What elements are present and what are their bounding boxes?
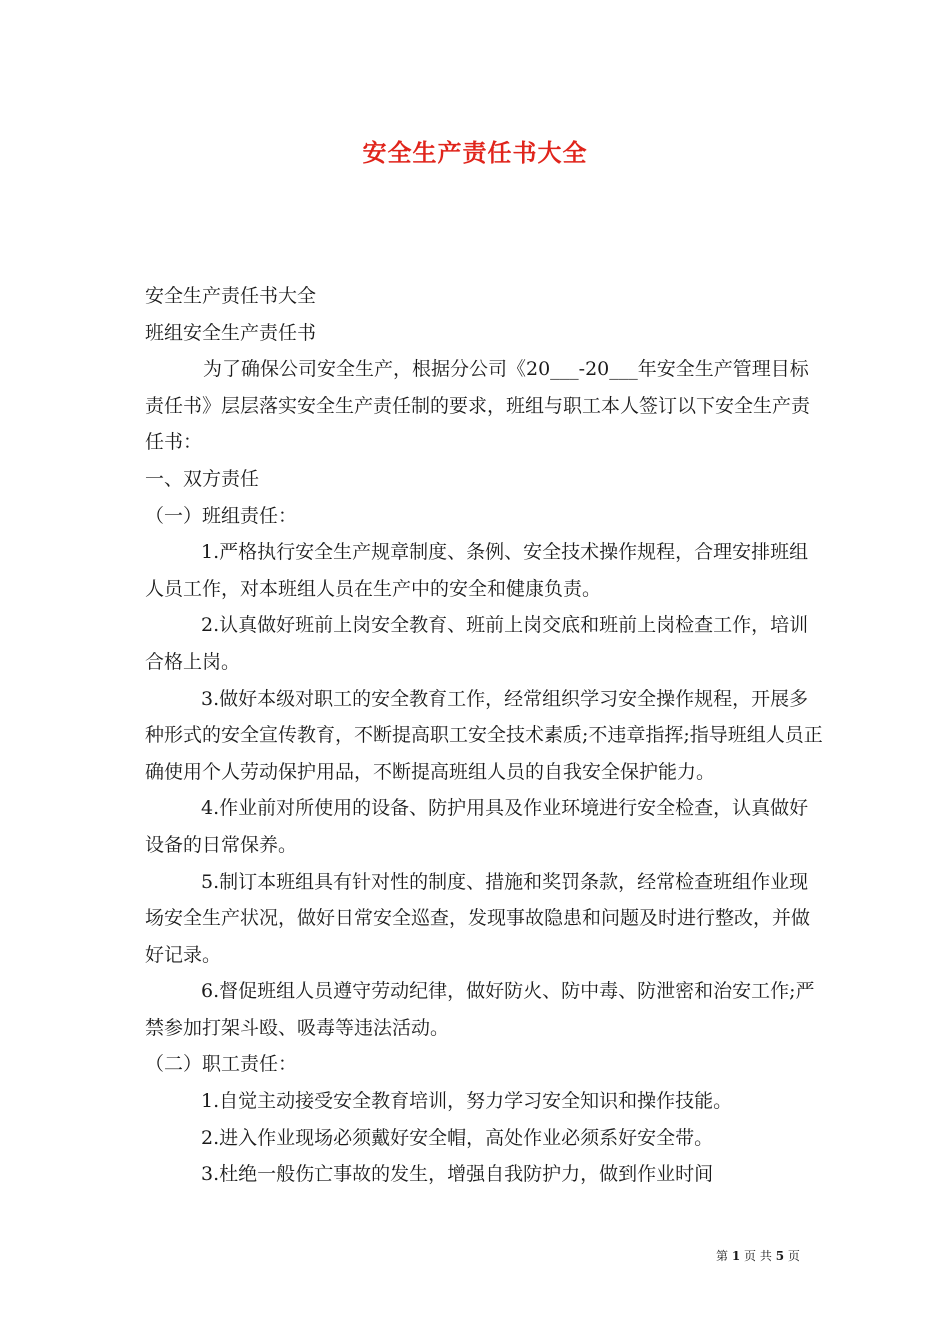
footer-prefix: 第 bbox=[716, 1249, 729, 1263]
intro-paragraph: 为了确保公司安全生产，根据分公司《20___-20___年安全生产管理目标责任书》层层落实安全生产责任制的要求，班组与职工本人签订以下安全生产责任书： bbox=[145, 358, 811, 454]
list-item: 4.作业前对所使用的设备、防护用具及作业环境进行安全检查，认真做好设备的日常保养。 bbox=[145, 797, 809, 856]
document-body bbox=[145, 278, 825, 1193]
list-item: 1.自觉主动接受安全教育培训，努力学习安全知识和操作技能。 bbox=[201, 1090, 733, 1113]
list-item: 2.进入作业现场必须戴好安全帽，高处作业必须系好安全带。 bbox=[201, 1126, 714, 1149]
list-item: 6.督促班组人员遵守劳动纪律，做好防火、防中毒、防泄密和治安工作;严禁参加打架斗殴、吸毒等违法活动。 bbox=[145, 980, 815, 1039]
list-item: 3.杜绝一般伤亡事故的发生，增强自我防护力，做到作业时间 bbox=[201, 1163, 714, 1186]
footer-current-page: 1 bbox=[731, 1249, 741, 1263]
list-item: 1.严格执行安全生产规章制度、条例、安全技术操作规程，合理安排班组人员工作，对本班组人员在生产中的安全和健康负责。 bbox=[145, 541, 809, 600]
page-number-footer bbox=[716, 1247, 800, 1264]
list-item: 3.做好本级对职工的安全教育工作，经常组织学习安全操作规程，开展多种形式的安全宣传教育，不断提高职工安全技术素质;不违章指挥;指导班组人员正确使用个人劳动保护用品，不断提高班组人员的自我安全保护能力。 bbox=[145, 687, 823, 783]
section-heading: 一、双方责任 bbox=[145, 467, 260, 490]
document-heading: 安全生产责任书大全 bbox=[145, 285, 317, 307]
subsection-heading-team: （一）班组责任： bbox=[145, 504, 298, 527]
footer-middle: 页 共 bbox=[744, 1249, 772, 1263]
document-subheading: 班组安全生产责任书 bbox=[145, 321, 317, 344]
subsection-heading-worker: （二）职工责任： bbox=[145, 1053, 298, 1076]
list-item: 5.制订本班组具有针对性的制度、措施和奖罚条款，经常检查班组作业现场安全生产状况，做好日常安全巡查，发现事故隐患和问题及时进行整改，并做好记录。 bbox=[145, 870, 811, 966]
footer-suffix: 页 bbox=[787, 1249, 800, 1263]
footer-total-pages: 5 bbox=[775, 1249, 785, 1263]
list-item: 2.认真做好班前上岗安全教育、班前上岗交底和班前上岗检查工作，培训合格上岗。 bbox=[145, 614, 809, 673]
document-title: 安全生产责任书大全 bbox=[362, 138, 588, 167]
